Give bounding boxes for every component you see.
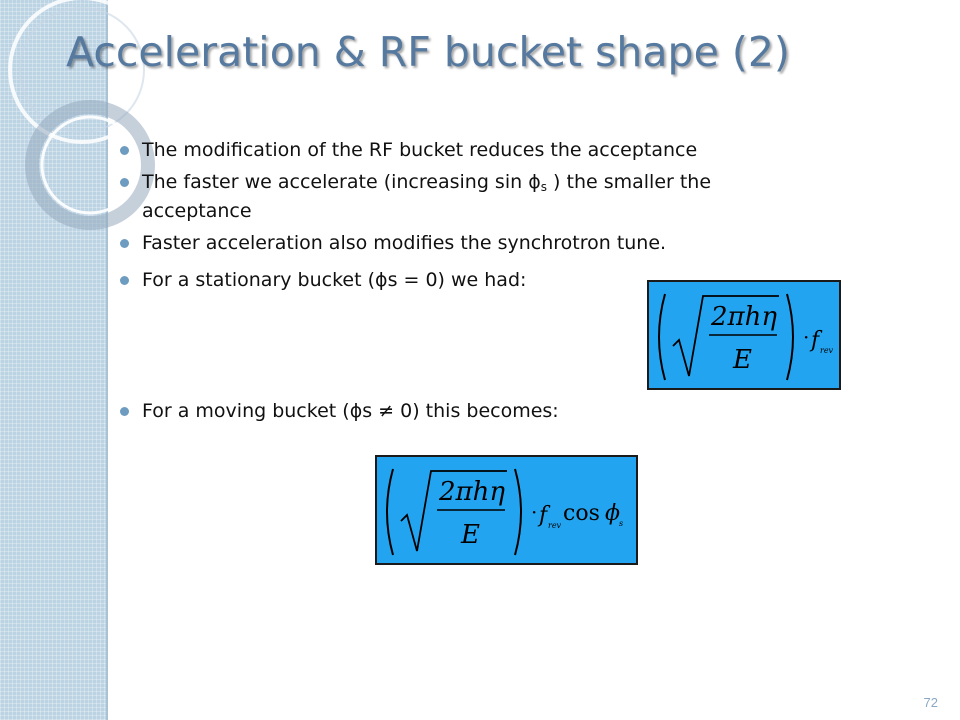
formula-f: f [811, 328, 820, 353]
sidebar-decoration [0, 0, 108, 720]
phi-symbol: ϕ [349, 400, 363, 422]
bullet-text: s ≠ 0) this becomes: [362, 400, 559, 422]
formula-moving [377, 457, 640, 567]
formula-dot: · [803, 325, 810, 349]
formula-denominator: E [461, 520, 480, 550]
bullet-item [118, 399, 818, 423]
bullet-text: The faster we accelerate (increasing sin [142, 171, 529, 193]
phi-symbol: ϕ [528, 171, 541, 193]
formula-phi-subscript: s [619, 519, 624, 528]
bullet-item [118, 170, 818, 223]
bullet-text: ) the smaller the acceptance [142, 171, 712, 222]
formula-denominator: E [733, 345, 752, 375]
phi-subscript: s [540, 180, 547, 194]
formula-stationary-box [647, 280, 841, 390]
bullet-text: Faster acceleration also modifies the synchrotron tune. [142, 232, 667, 254]
formula-rev-subscript: rev [820, 346, 834, 355]
formula-dot: · [531, 500, 538, 524]
formula-numerator: 2πhη [711, 302, 777, 332]
bullet-text: s = 0) we had: [387, 269, 527, 291]
formula-rev-subscript: rev [548, 521, 562, 530]
formula-numerator: 2πhη [439, 477, 505, 507]
bullet-text: For a stationary bucket ( [142, 269, 376, 291]
bullet-item [118, 138, 818, 162]
formula-stationary [649, 282, 843, 392]
bullet-text: The modification of the RF bucket reduces the acceptance [142, 139, 698, 161]
page-number: 72 [923, 695, 938, 710]
formula-cos: cos [563, 501, 600, 526]
formula-moving-box [375, 455, 638, 565]
bullet-item [118, 231, 818, 255]
bullet-text: For a moving bucket ( [142, 400, 350, 422]
formula-phi: ϕ [605, 501, 620, 526]
formula-f: f [539, 503, 548, 528]
slide-title: Acceleration & RF bucket shape (2) [66, 28, 790, 76]
phi-symbol: ϕ [375, 269, 388, 291]
